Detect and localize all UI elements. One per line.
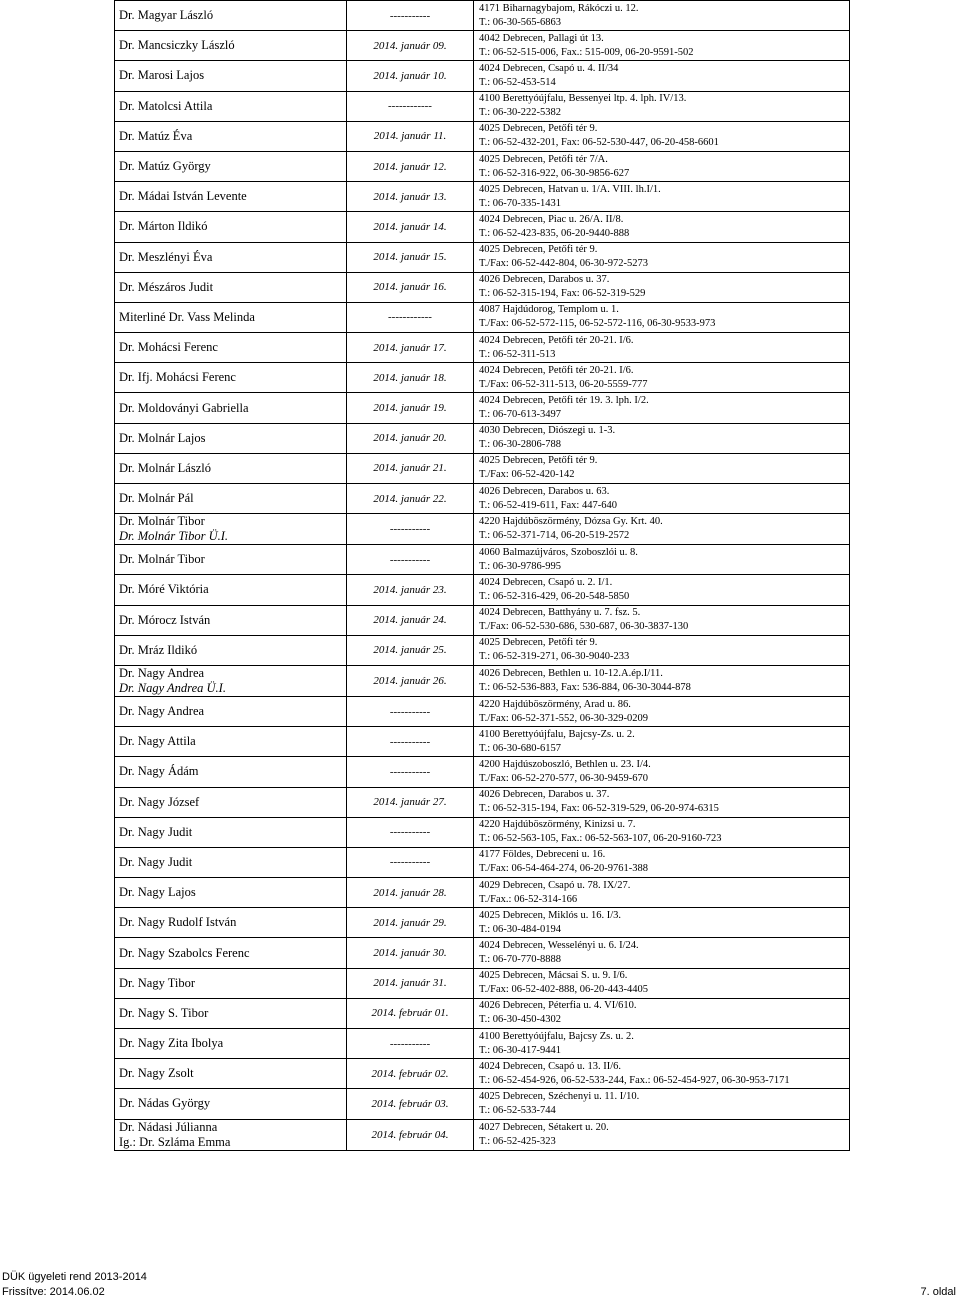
contact-cell	[474, 514, 850, 545]
table-row	[115, 272, 850, 302]
duty-date: -----------	[347, 545, 474, 575]
contact-cell	[474, 272, 850, 302]
address: 4087 Hajdúdorog, Templom u. 1.	[479, 304, 619, 316]
address: 4025 Debrecen, Petőfi tér 9.	[479, 637, 598, 649]
address: 4024 Debrecen, Wesselényi u. 6. I/24.	[479, 940, 639, 952]
doctor-name: Dr. Mészáros Judit	[119, 279, 214, 294]
duty-date: 2014. január 31.	[347, 968, 474, 998]
contact-cell	[474, 696, 850, 726]
table-row	[115, 817, 850, 847]
phone: T.: 06-52-371-714, 06-20-519-2572	[479, 530, 630, 542]
doctor-name-cell	[115, 696, 347, 726]
contact-cell	[474, 1029, 850, 1059]
doctor-name: Dr. Nagy Attila	[119, 734, 196, 749]
doctor-name-cell	[115, 665, 347, 696]
table-row	[115, 302, 850, 332]
duty-date: 2014. január 15.	[347, 242, 474, 272]
address: 4024 Debrecen, Csapó u. 13. II/6.	[479, 1060, 622, 1072]
contact-cell	[474, 938, 850, 968]
doctor-name-cell	[115, 333, 347, 363]
duty-date: 2014. január 16.	[347, 272, 474, 302]
address: 4100 Berettyóújfalu, Bajcsy Zs. u. 2.	[479, 1030, 634, 1042]
duty-date: 2014. január 21.	[347, 453, 474, 483]
doctor-name: Dr. Nagy Tibor	[119, 975, 196, 990]
doctor-name-cell	[115, 878, 347, 908]
address: 4025 Debrecen, Petőfi tér 7/A.	[479, 153, 608, 165]
doctor-name: Dr. Matúz György	[119, 159, 211, 174]
phone: T.: 06-52-419-611, Fax: 447-640	[479, 499, 617, 511]
doctor-name-secondary: Dr. Nagy Andrea Ü.I.	[119, 680, 226, 695]
phone: T.: 06-52-316-922, 06-30-9856-627	[479, 167, 630, 179]
phone: T.: 06-30-450-4302	[479, 1014, 562, 1026]
footer-title: DÜK ügyeleti rend 2013-2014	[2, 1271, 147, 1283]
doctor-name-cell	[115, 998, 347, 1028]
doctor-name-cell	[115, 545, 347, 575]
doctor-name: Dr. Nagy József	[119, 794, 200, 809]
duty-date: 2014. január 26.	[347, 665, 474, 696]
contact-cell	[474, 212, 850, 242]
doctor-name-cell	[115, 1, 347, 31]
doctor-name: Dr. Nagy Zita Ibolya	[119, 1036, 224, 1051]
address: 4060 Balmazújváros, Szoboszlói u. 8.	[479, 546, 638, 558]
table-row	[115, 878, 850, 908]
doctor-name: Dr. Molnár Lajos	[119, 430, 206, 445]
contact-cell	[474, 31, 850, 61]
phone: T.: 06-30-2806-788	[479, 439, 562, 451]
phone: T./Fax: 06-52-402-888, 06-20-443-4405	[479, 984, 648, 996]
phone: T./Fax: 06-52-572-115, 06-52-572-116, 06-30-9533-973	[479, 318, 716, 330]
contact-cell	[474, 727, 850, 757]
address: 4026 Debrecen, Darabos u. 37.	[479, 274, 610, 286]
address: 4024 Debrecen, Petőfi tér 20-21. I/6.	[479, 334, 634, 346]
phone: T.: 06-52-315-194, Fax: 06-52-319-529, 06-20-974-6315	[479, 803, 719, 815]
table-row	[115, 393, 850, 423]
doctor-name-cell	[115, 1089, 347, 1119]
phone: T./Fax: 06-54-464-274, 06-20-9761-388	[479, 863, 648, 875]
phone: T.: 06-70-770-8888	[479, 954, 562, 966]
address: 4024 Debrecen, Petőfi tér 20-21. I/6.	[479, 364, 634, 376]
doctor-name-cell	[115, 727, 347, 757]
address: 4025 Debrecen, Petőfi tér 9.	[479, 123, 598, 135]
doctor-name-cell	[115, 575, 347, 605]
contact-cell	[474, 545, 850, 575]
phone: T./Fax.: 06-52-314-166	[479, 893, 578, 905]
phone: T.: 06-52-311-513	[479, 348, 556, 360]
doctor-name-cell	[115, 1029, 347, 1059]
doctor-name: Dr. Meszlényi Éva	[119, 249, 213, 264]
duty-date: 2014. január 12.	[347, 151, 474, 181]
doctor-name-cell	[115, 908, 347, 938]
contact-cell	[474, 1119, 850, 1150]
table-row	[115, 514, 850, 545]
table-row	[115, 1, 850, 31]
address: 4027 Debrecen, Sétakert u. 20.	[479, 1121, 609, 1133]
doctor-name: Dr. Móré Viktória	[119, 582, 209, 597]
table-row	[115, 484, 850, 514]
doctor-name-cell	[115, 635, 347, 665]
phone: T.: 06-52-315-194, Fax: 06-52-319-529	[479, 288, 646, 300]
duty-date: 2014. január 09.	[347, 31, 474, 61]
doctor-name: Dr. Matolcsi Attila	[119, 98, 213, 113]
contact-cell	[474, 605, 850, 635]
address: 4026 Debrecen, Darabos u. 37.	[479, 789, 610, 801]
doctor-name-cell	[115, 968, 347, 998]
table-row	[115, 908, 850, 938]
address: 4025 Debrecen, Széchenyi u. 11. I/10.	[479, 1090, 640, 1102]
contact-cell	[474, 484, 850, 514]
doctor-name-cell	[115, 1119, 347, 1150]
table-row	[115, 727, 850, 757]
table-row	[115, 696, 850, 726]
table-row	[115, 151, 850, 181]
table-row	[115, 31, 850, 61]
doctor-name-cell	[115, 484, 347, 514]
doctor-name: Dr. Nagy Lajos	[119, 885, 196, 900]
contact-cell	[474, 151, 850, 181]
address: 4100 Berettyóújfalu, Bajcsy-Zs. u. 2.	[479, 728, 635, 740]
address: 4024 Debrecen, Batthyány u. 7. fsz. 5.	[479, 607, 641, 619]
contact-cell	[474, 453, 850, 483]
address: 4024 Debrecen, Piac u. 26/A. II/8.	[479, 213, 624, 225]
address: 4024 Debrecen, Petőfi tér 19. 3. lph. I/2.	[479, 395, 649, 407]
doctor-name: Dr. Nádasi Júlianna	[119, 1119, 218, 1134]
doctor-name-cell	[115, 757, 347, 787]
duty-date: 2014. január 27.	[347, 787, 474, 817]
address: 4025 Debrecen, Petőfi tér 9.	[479, 455, 598, 467]
duty-date: 2014. január 14.	[347, 212, 474, 242]
table-row	[115, 212, 850, 242]
address: 4030 Debrecen, Diószegi u. 1-3.	[479, 425, 616, 437]
table-row	[115, 575, 850, 605]
doctor-name: Dr. Molnár László	[119, 460, 211, 475]
address: 4029 Debrecen, Csapó u. 78. IX/27.	[479, 879, 631, 891]
table-row	[115, 1089, 850, 1119]
doctor-name-cell	[115, 151, 347, 181]
address: 4026 Debrecen, Darabos u. 63.	[479, 485, 610, 497]
table-row	[115, 635, 850, 665]
duty-date: -----------	[347, 1, 474, 31]
doctor-name-cell	[115, 91, 347, 121]
address: 4026 Debrecen, Péterfia u. 4. VI/610.	[479, 1000, 637, 1012]
doctor-name: Dr. Mohácsi Ferenc	[119, 340, 218, 355]
duty-date: -----------	[347, 817, 474, 847]
table-row	[115, 333, 850, 363]
doctor-name-cell	[115, 302, 347, 332]
contact-cell	[474, 393, 850, 423]
contact-cell	[474, 575, 850, 605]
doctor-name: Dr. Moldoványi Gabriella	[119, 400, 249, 415]
phone: T./Fax: 06-52-371-552, 06-30-329-0209	[479, 712, 648, 724]
duty-date: 2014. január 17.	[347, 333, 474, 363]
table-row	[115, 61, 850, 91]
doctor-name: Dr. Nagy S. Tibor	[119, 1005, 209, 1020]
phone: T.: 06-70-335-1431	[479, 197, 562, 209]
duty-date: 2014. január 24.	[347, 605, 474, 635]
phone: T.: 06-30-484-0194	[479, 923, 562, 935]
contact-cell	[474, 817, 850, 847]
contact-cell	[474, 333, 850, 363]
duty-date: 2014. január 28.	[347, 878, 474, 908]
doctor-name: Dr. Mádai István Levente	[119, 189, 247, 204]
address: 4025 Debrecen, Miklós u. 16. I/3.	[479, 909, 622, 921]
doctor-name: Dr. Nagy Zsolt	[119, 1066, 194, 1081]
table-row	[115, 121, 850, 151]
contact-cell	[474, 908, 850, 938]
table-row	[115, 1029, 850, 1059]
doctor-name: Dr. Nagy Ádám	[119, 764, 199, 779]
table-row	[115, 998, 850, 1028]
doctor-name: Dr. Magyar László	[119, 8, 214, 23]
table-row	[115, 665, 850, 696]
duty-date: -----------	[347, 847, 474, 877]
phone: T.: 06-52-536-883, Fax: 536-884, 06-30-3044-878	[479, 681, 691, 693]
duty-date: 2014. január 20.	[347, 423, 474, 453]
address: 4026 Debrecen, Bethlen u. 10-12.A.ép.I/11.	[479, 667, 663, 679]
duty-date: ------------	[347, 302, 474, 332]
contact-cell	[474, 878, 850, 908]
contact-cell	[474, 363, 850, 393]
doctor-name-cell	[115, 363, 347, 393]
address: 4025 Debrecen, Petőfi tér 9.	[479, 244, 598, 256]
table-row	[115, 242, 850, 272]
table-row	[115, 605, 850, 635]
contact-cell	[474, 847, 850, 877]
phone: T.: 06-52-316-429, 06-20-548-5850	[479, 590, 630, 602]
table-row	[115, 363, 850, 393]
table-row	[115, 545, 850, 575]
table-row	[115, 182, 850, 212]
doctor-name-cell	[115, 393, 347, 423]
phone: T./Fax: 06-52-420-142	[479, 469, 575, 481]
contact-cell	[474, 1089, 850, 1119]
doctor-name-cell	[115, 453, 347, 483]
doctor-name-secondary: Dr. Molnár Tibor Ü.I.	[119, 529, 229, 544]
duty-roster-table	[114, 0, 850, 1151]
doctor-name-cell	[115, 212, 347, 242]
duty-date: 2014. január 13.	[347, 182, 474, 212]
contact-cell	[474, 242, 850, 272]
doctor-name: Dr. Mráz Ildikó	[119, 642, 198, 657]
footer-page-number: 7. oldal	[920, 1286, 956, 1298]
contact-cell	[474, 91, 850, 121]
doctor-name: Dr. Mancsiczky László	[119, 38, 235, 53]
doctor-name: Dr. Nádas György	[119, 1096, 211, 1111]
contact-cell	[474, 1, 850, 31]
table-row	[115, 1059, 850, 1089]
table-row	[115, 91, 850, 121]
phone: T.: 06-52-453-514	[479, 76, 556, 88]
address: 4220 Hajdúböszörmény, Kinizsi u. 7.	[479, 819, 636, 831]
duty-date: ------------	[347, 91, 474, 121]
doctor-name: Dr. Matúz Éva	[119, 128, 193, 143]
doctor-name-cell	[115, 605, 347, 635]
phone: T.: 06-52-515-006, Fax.: 515-009, 06-20-9591-502	[479, 46, 694, 58]
contact-cell	[474, 302, 850, 332]
phone: T.: 06-52-319-271, 06-30-9040-233	[479, 651, 630, 663]
phone: T.: 06-30-222-5382	[479, 107, 562, 119]
doctor-name-cell	[115, 1059, 347, 1089]
table-row	[115, 1119, 850, 1150]
duty-date: 2014. január 10.	[347, 61, 474, 91]
doctor-name-cell	[115, 121, 347, 151]
doctor-name-secondary: Ig.: Dr. Szláma Emma	[119, 1134, 231, 1149]
duty-date: 2014. január 25.	[347, 635, 474, 665]
doctor-name: Dr. Molnár Pál	[119, 491, 194, 506]
phone: T.: 06-52-432-201, Fax: 06-52-530-447, 06-20-458-6601	[479, 137, 719, 149]
doctor-name: Dr. Molnár Tibor	[119, 514, 205, 529]
duty-date: 2014. január 18.	[347, 363, 474, 393]
table-row	[115, 847, 850, 877]
duty-date: 2014. február 03.	[347, 1089, 474, 1119]
address: 4171 Biharnagybajom, Rákóczi u. 12.	[479, 2, 639, 14]
duty-date: -----------	[347, 514, 474, 545]
contact-cell	[474, 635, 850, 665]
address: 4024 Debrecen, Csapó u. 4. II/34	[479, 62, 619, 74]
doctor-name: Dr. Mórocz István	[119, 612, 211, 627]
table-row	[115, 757, 850, 787]
address: 4200 Hajdúszoboszló, Bethlen u. 23. I/4.	[479, 758, 651, 770]
table-row	[115, 453, 850, 483]
doctor-name: Miterliné Dr. Vass Melinda	[119, 309, 255, 324]
duty-date: 2014. január 19.	[347, 393, 474, 423]
contact-cell	[474, 61, 850, 91]
address: 4177 Földes, Debreceni u. 16.	[479, 849, 606, 861]
doctor-name: Dr. Nagy Andrea	[119, 665, 205, 680]
contact-cell	[474, 968, 850, 998]
address: 4024 Debrecen, Csapó u. 2. I/1.	[479, 576, 613, 588]
phone: T.: 06-52-423-835, 06-20-9440-888	[479, 227, 630, 239]
duty-date: -----------	[347, 757, 474, 787]
doctor-name: Dr. Marosi Lajos	[119, 68, 205, 83]
phone: T.: 06-52-533-744	[479, 1104, 556, 1116]
table-row	[115, 968, 850, 998]
address: 4100 Berettyóújfalu, Bessenyei ltp. 4. lph. IV/13.	[479, 93, 687, 105]
table-row	[115, 787, 850, 817]
duty-date: 2014. február 02.	[347, 1059, 474, 1089]
address: 4025 Debrecen, Mácsai S. u. 9. I/6.	[479, 970, 628, 982]
phone: T./Fax: 06-52-530-686, 530-687, 06-30-3837-130	[479, 621, 689, 633]
phone: T./Fax: 06-52-311-513, 06-20-5559-777	[479, 378, 648, 390]
address: 4220 Hajdúböszörmény, Dózsa Gy. Krt. 40.	[479, 516, 663, 528]
duty-date: -----------	[347, 1029, 474, 1059]
phone: T./Fax: 06-52-270-577, 06-30-9459-670	[479, 772, 648, 784]
doctor-name-cell	[115, 423, 347, 453]
doctor-name: Dr. Molnár Tibor	[119, 552, 205, 567]
contact-cell	[474, 787, 850, 817]
contact-cell	[474, 182, 850, 212]
phone: T.: 06-30-565-6863	[479, 16, 562, 28]
contact-cell	[474, 998, 850, 1028]
phone: T./Fax: 06-52-442-804, 06-30-972-5273	[479, 258, 648, 270]
duty-date: 2014. január 29.	[347, 908, 474, 938]
contact-cell	[474, 665, 850, 696]
address: 4042 Debrecen, Pallagi út 13.	[479, 32, 604, 44]
doctor-name-cell	[115, 272, 347, 302]
phone: T.: 06-52-425-323	[479, 1135, 556, 1147]
duty-date: 2014. január 23.	[347, 575, 474, 605]
phone: T.: 06-70-613-3497	[479, 409, 562, 421]
doctor-name: Dr. Nagy Szabolcs Ferenc	[119, 945, 250, 960]
duty-date: 2014. január 11.	[347, 121, 474, 151]
address: 4025 Debrecen, Hatvan u. 1/A. VIII. lh.I/1.	[479, 183, 661, 195]
doctor-name: Dr. Nagy Rudolf István	[119, 915, 237, 930]
duty-date: 2014. február 04.	[347, 1119, 474, 1150]
doctor-name: Dr. Nagy Judit	[119, 824, 193, 839]
roster-rows	[115, 1, 850, 1151]
contact-cell	[474, 423, 850, 453]
doctor-name: Dr. Nagy Andrea	[119, 704, 205, 719]
duty-date: 2014. február 01.	[347, 998, 474, 1028]
contact-cell	[474, 121, 850, 151]
phone: T.: 06-52-563-105, Fax.: 06-52-563-107, 06-20-9160-723	[479, 833, 722, 845]
phone: T.: 06-52-454-926, 06-52-533-244, Fax.: 06-52-454-927, 06-30-953-7171	[479, 1074, 790, 1086]
duty-date: -----------	[347, 727, 474, 757]
table-row	[115, 938, 850, 968]
doctor-name-cell	[115, 514, 347, 545]
phone: T.: 06-30-417-9441	[479, 1044, 562, 1056]
phone: T.: 06-30-680-6157	[479, 742, 562, 754]
doctor-name: Dr. Nagy Judit	[119, 854, 193, 869]
duty-date: 2014. január 30.	[347, 938, 474, 968]
doctor-name-cell	[115, 182, 347, 212]
doctor-name-cell	[115, 31, 347, 61]
doctor-name-cell	[115, 847, 347, 877]
doctor-name: Dr. Ifj. Mohácsi Ferenc	[119, 370, 236, 385]
doctor-name-cell	[115, 61, 347, 91]
doctor-name: Dr. Márton Ildikó	[119, 219, 208, 234]
doctor-name-cell	[115, 787, 347, 817]
contact-cell	[474, 1059, 850, 1089]
doctor-name-cell	[115, 817, 347, 847]
phone: T.: 06-30-9786-995	[479, 560, 562, 572]
footer-updated: Frissítve: 2014.06.02	[2, 1286, 105, 1298]
doctor-name-cell	[115, 242, 347, 272]
contact-cell	[474, 757, 850, 787]
address: 4220 Hajdúböszörmény, Arad u. 86.	[479, 698, 631, 710]
duty-date: -----------	[347, 696, 474, 726]
doctor-name-cell	[115, 938, 347, 968]
table-row	[115, 423, 850, 453]
duty-date: 2014. január 22.	[347, 484, 474, 514]
